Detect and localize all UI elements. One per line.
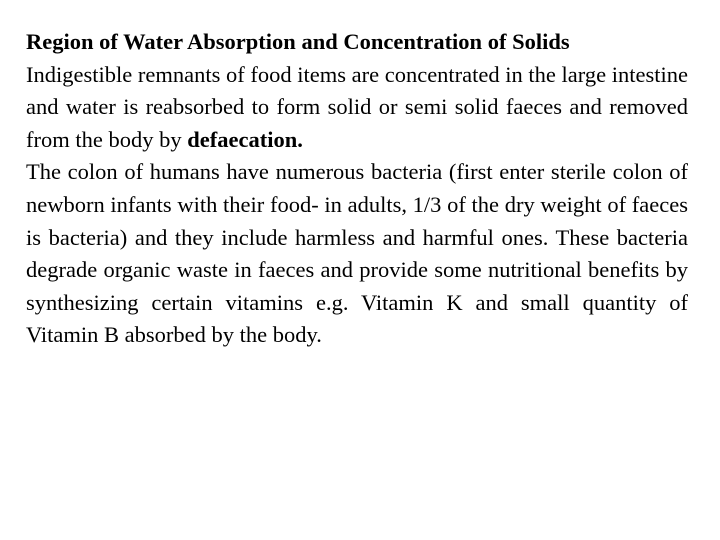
slide-heading: Region of Water Absorption and Concentration of Solids [26, 29, 570, 54]
defaecation-term: defaecation. [187, 126, 303, 152]
paragraph-defaecation [26, 59, 688, 157]
paragraph-colon-bacteria: The colon of humans have numerous bacteria (first enter sterile colon of newborn infants with their food- in adults, 1/3 of the dry weight of faeces is bacteria) and they include harmless and harmful ones. These bacteria degrade organic waste in faeces and provide some nutritional benefits by synthesizing certain vitamins e.g. Vitamin K and small quantity of Vitamin B absorbed by the body. [26, 159, 688, 348]
paragraph-defaecation-text: Indigestible remnants of food items are concentrated in the large intestine and water is reabsorbed to form solid or semi solid faeces and removed from the body by [26, 61, 688, 152]
slide-content [26, 26, 688, 352]
